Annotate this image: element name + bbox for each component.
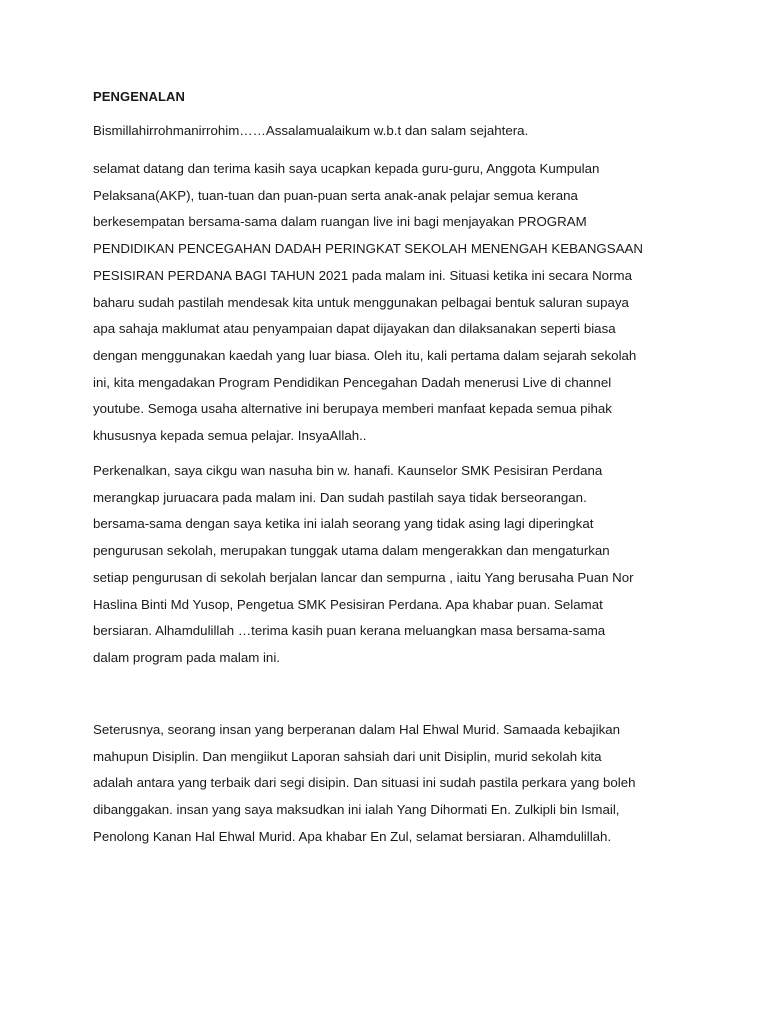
text-line: Pelaksana(AKP), tuan-tuan dan puan-puan serta anak-anak pelajar semua kerana [93, 187, 578, 203]
text-line: adalah antara yang terbaik dari segi disipin. Dan situasi ini sudah pastila perkara yang boleh [93, 775, 636, 791]
text-line: youtube. Semoga usaha alternative ini berupaya memberi manfaat kepada semua pihak [93, 401, 612, 417]
paragraph-welcome [93, 156, 683, 450]
text-line: ini, kita mengadakan Program Pendidikan Pencegahan Dadah menerusi Live di channel [93, 374, 612, 390]
text-line: bersama-sama dengan saya ketika ini ialah seorang yang tidak asing lagi diperingkat [93, 516, 594, 532]
text-line: selamat datang dan terima kasih saya ucapkan kepada guru-guru, Anggota Kumpulan [93, 161, 600, 176]
text-line: setiap pengurusan di sekolah berjalan lancar dan sempurna , iaitu Yang berusaha Puan Nor [93, 569, 634, 585]
text-line: khususnya kepada semua pelajar. InsyaAllah.. [93, 428, 367, 444]
text-line: dibanggakan. insan yang saya maksudkan ini ialah Yang Dihormati En. Zulkipli bin Ismail, [93, 802, 620, 818]
document-heading: PENGENALAN [93, 89, 186, 104]
text-line: pengurusan sekolah, merupakan tunggak utama dalam mengerakkan dan mengaturkan [93, 543, 610, 559]
text-line: PESISIRAN PERDANA BAGI TAHUN 2021 pada malam ini. Situasi ketika ini secara Norma [93, 267, 632, 283]
text-line: mahupun Disiplin. Dan mengiikut Laporan sahsiah dari unit Disiplin, murid sekolah kita [93, 748, 602, 764]
text-line: dengan menggunakan kaedah yang luar biasa. Oleh itu, kali pertama dalam sejarah sekolah [93, 347, 637, 363]
text-line: merangkap juruacara pada malam ini. Dan sudah pastilah saya tidak berseorangan. [93, 489, 587, 505]
text-line: dalam program pada malam ini. [93, 649, 280, 665]
paragraph-hem-introduction [93, 717, 683, 851]
paragraph-introduction [93, 458, 683, 672]
text-line: PENDIDIKAN PENCEGAHAN DADAH PERINGKAT SEKOLAH MENENGAH KEBANGSAAN [93, 241, 643, 257]
text-line: Bismillahirrohmanirrohim……Assalamualaikum w.b.t dan salam sejahtera. [93, 123, 529, 138]
text-line: Penolong Kanan Hal Ehwal Murid. Apa khabar En Zul, selamat bersiaran. Alhamdulillah. [93, 828, 612, 844]
text-line: Seterusnya, seorang insan yang berperanan dalam Hal Ehwal Murid. Samaada kebajikan [93, 722, 621, 737]
text-line: baharu sudah pastilah mendesak kita untuk menggunakan pelbagai bentuk saluran supaya [93, 294, 629, 310]
paragraph-greeting [93, 118, 683, 145]
text-line: apa sahaja maklumat atau penyampaian dapat dijayakan dan dilaksanakan seperti biasa [93, 321, 616, 337]
text-line: berkesempatan bersama-sama dalam ruangan live ini bagi menjayakan PROGRAM [93, 214, 587, 230]
text-line: Perkenalkan, saya cikgu wan nasuha bin w. hanafi. Kaunselor SMK Pesisiran Perdana [93, 463, 603, 478]
text-line: bersiaran. Alhamdulillah …terima kasih puan kerana meluangkan masa bersama-sama [93, 623, 606, 639]
text-line: Haslina Binti Md Yusop, Pengetua SMK Pesisiran Perdana. Apa khabar puan. Selamat [93, 596, 603, 612]
